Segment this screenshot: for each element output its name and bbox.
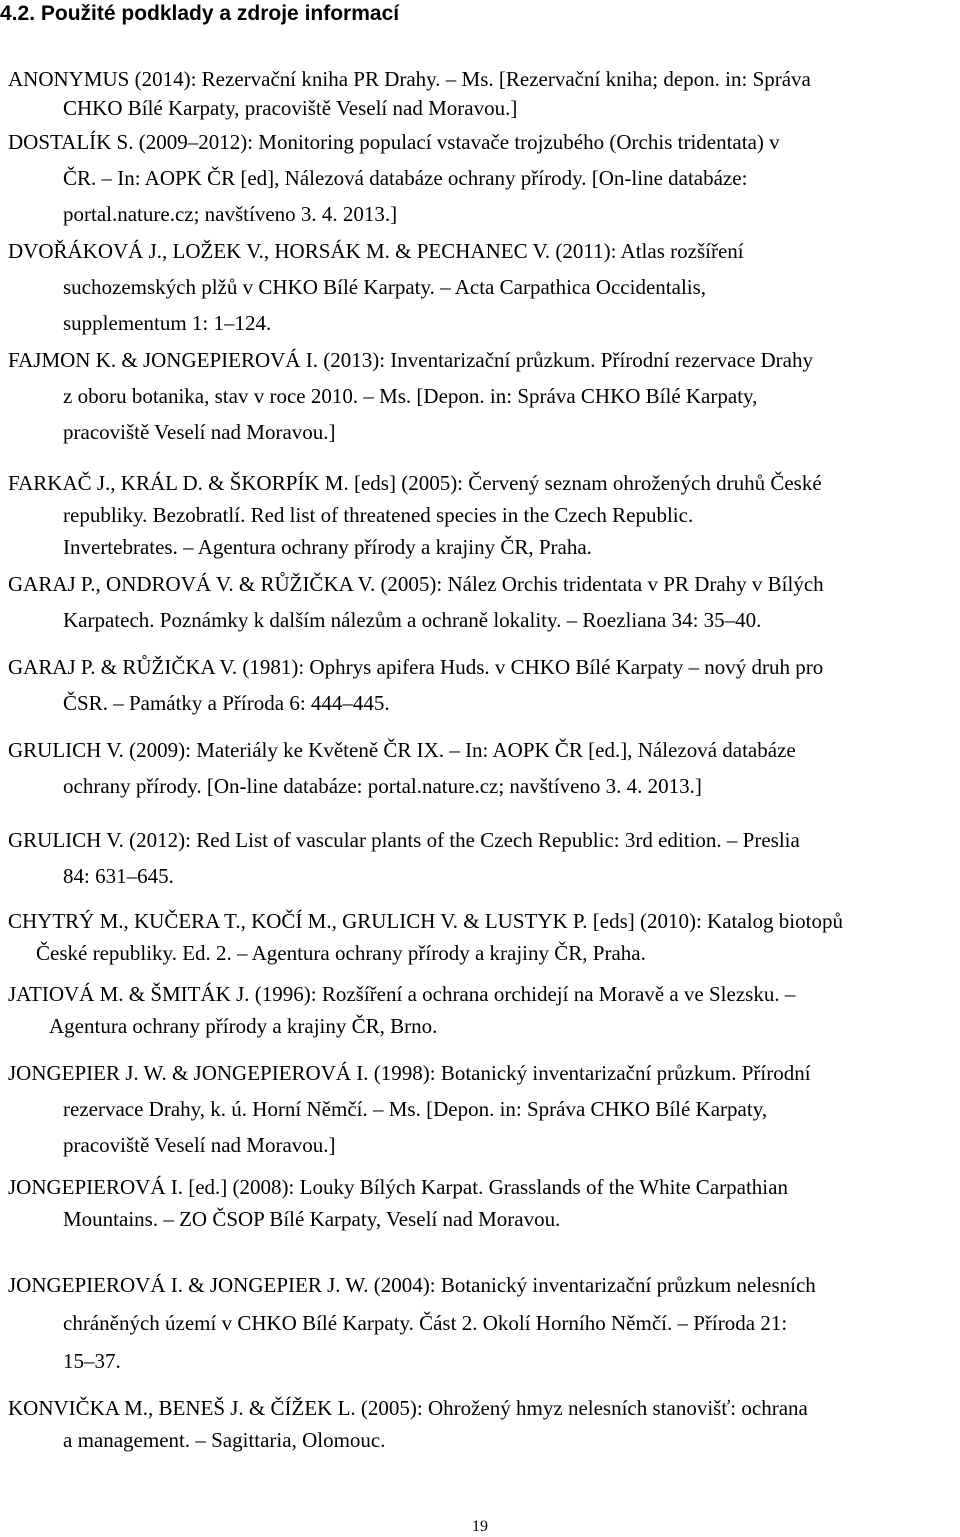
- reference-line: DVOŘÁKOVÁ J., LOŽEK V., HORSÁK M. & PECHANEC V. (2011): Atlas rozšíření: [8, 239, 744, 263]
- reference-entry: [8, 342, 956, 450]
- reference-line: JONGEPIEROVÁ I. [ed.] (2008): Louky Bílých Karpat. Grasslands of the White Carpathian: [8, 1175, 788, 1199]
- reference-line: GRULICH V. (2012): Red List of vascular plants of the Czech Republic: 3rd edition. – Preslia: [8, 828, 800, 852]
- reference-line: republiky. Bezobratlí. Red list of threatened species in the Czech Republic.: [63, 503, 694, 527]
- reference-line: KONVIČKA M., BENEŠ J. & ČÍŽEK L. (2005): Ohrožený hmyz nelesních stanovišť: ochrana: [8, 1396, 808, 1420]
- page-number: 19: [472, 1518, 488, 1535]
- reference-entry: [8, 1392, 956, 1456]
- section-heading: 4.2. Použité podklady a zdroje informací: [0, 2, 400, 25]
- reference-line: CHYTRÝ M., KUČERA T., KOČÍ M., GRULICH V. & LUSTYK P. [eds] (2010): Katalog biotopů: [8, 909, 843, 933]
- reference-line: ANONYMUS (2014): Rezervační kniha PR Drahy. – Ms. [Rezervační kniha; depon. in: Správa: [8, 67, 811, 91]
- reference-entry: [8, 1266, 956, 1380]
- reference-line: České republiky. Ed. 2. – Agentura ochrany přírody a krajiny ČR, Praha.: [36, 941, 646, 965]
- reference-line: Karpatech. Poznámky k dalším nálezům a ochraně lokality. – Roezliana 34: 35–40.: [63, 608, 762, 632]
- reference-entry: [8, 649, 956, 721]
- reference-line: JATIOVÁ M. & ŠMITÁK J. (1996): Rozšíření a ochrana orchidejí na Moravě a ve Slezsku. –: [8, 982, 796, 1006]
- reference-line: CHKO Bílé Karpaty, pracoviště Veselí nad Moravou.]: [63, 96, 518, 120]
- reference-line: FARKAČ J., KRÁL D. & ŠKORPÍK M. [eds] (2005): Červený seznam ohrožených druhů České: [8, 471, 822, 495]
- reference-line: Invertebrates. – Agentura ochrany přírody a krajiny ČR, Praha.: [63, 535, 592, 559]
- reference-line: DOSTALÍK S. (2009–2012): Monitoring populací vstavače trojzubého (Orchis tridentata) v: [8, 130, 780, 154]
- reference-line: GRULICH V. (2009): Materiály ke Květeně ČR IX. – In: AOPK ČR [ed.], Nálezová databáze: [8, 738, 796, 762]
- reference-line: ochrany přírody. [On-line databáze: portal.nature.cz; navštíveno 3. 4. 2013.]: [63, 774, 702, 798]
- reference-line: a management. – Sagittaria, Olomouc.: [63, 1428, 386, 1452]
- reference-line: JONGEPIEROVÁ I. & JONGEPIER J. W. (2004): Botanický inventarizační průzkum nelesních: [8, 1273, 816, 1297]
- reference-entry: [8, 822, 956, 894]
- reference-line: portal.nature.cz; navštíveno 3. 4. 2013.]: [63, 202, 398, 226]
- reference-line: GARAJ P. & RŮŽIČKA V. (1981): Ophrys apifera Huds. v CHKO Bílé Karpaty – nový druh pro: [8, 655, 824, 679]
- reference-entry: [8, 124, 956, 232]
- reference-entry: [8, 1055, 956, 1163]
- reference-line: chráněných území v CHKO Bílé Karpaty. Část 2. Okolí Horního Němčí. – Příroda 21:: [63, 1311, 788, 1335]
- reference-line: suchozemských plžů v CHKO Bílé Karpaty. – Acta Carpathica Occidentalis,: [63, 275, 707, 299]
- reference-line: ČSR. – Památky a Příroda 6: 444–445.: [63, 691, 390, 715]
- reference-entry: [8, 65, 956, 123]
- reference-entry: [8, 566, 956, 638]
- reference-line: GARAJ P., ONDROVÁ V. & RŮŽIČKA V. (2005): Nález Orchis tridentata v PR Drahy v Bílých: [8, 572, 824, 596]
- reference-line: supplementum 1: 1–124.: [63, 311, 272, 335]
- reference-line: 15–37.: [63, 1349, 121, 1373]
- reference-line: Mountains. – ZO ČSOP Bílé Karpaty, Veselí nad Moravou.: [63, 1207, 561, 1231]
- reference-entry: [8, 1171, 956, 1235]
- reference-line: JONGEPIER J. W. & JONGEPIEROVÁ I. (1998): Botanický inventarizační průzkum. Přírodní: [8, 1061, 811, 1085]
- reference-line: 84: 631–645.: [63, 864, 174, 888]
- reference-line: z oboru botanika, stav v roce 2010. – Ms. [Depon. in: Správa CHKO Bílé Karpaty,: [63, 384, 758, 408]
- reference-line: rezervace Drahy, k. ú. Horní Němčí. – Ms. [Depon. in: Správa CHKO Bílé Karpaty,: [63, 1097, 768, 1121]
- reference-entry: [8, 467, 956, 563]
- reference-line: Agentura ochrany přírody a krajiny ČR, Brno.: [49, 1014, 438, 1038]
- reference-entry: [8, 233, 956, 341]
- reference-entry: [8, 732, 956, 804]
- reference-entry: [8, 978, 956, 1042]
- reference-line: FAJMON K. & JONGEPIEROVÁ I. (2013): Inventarizační průzkum. Přírodní rezervace Drahy: [8, 348, 813, 372]
- reference-entry: [8, 905, 956, 969]
- reference-line: pracoviště Veselí nad Moravou.]: [63, 420, 336, 444]
- reference-line: ČR. – In: AOPK ČR [ed], Nálezová databáze ochrany přírody. [On-line databáze:: [63, 166, 748, 190]
- reference-line: pracoviště Veselí nad Moravou.]: [63, 1133, 336, 1157]
